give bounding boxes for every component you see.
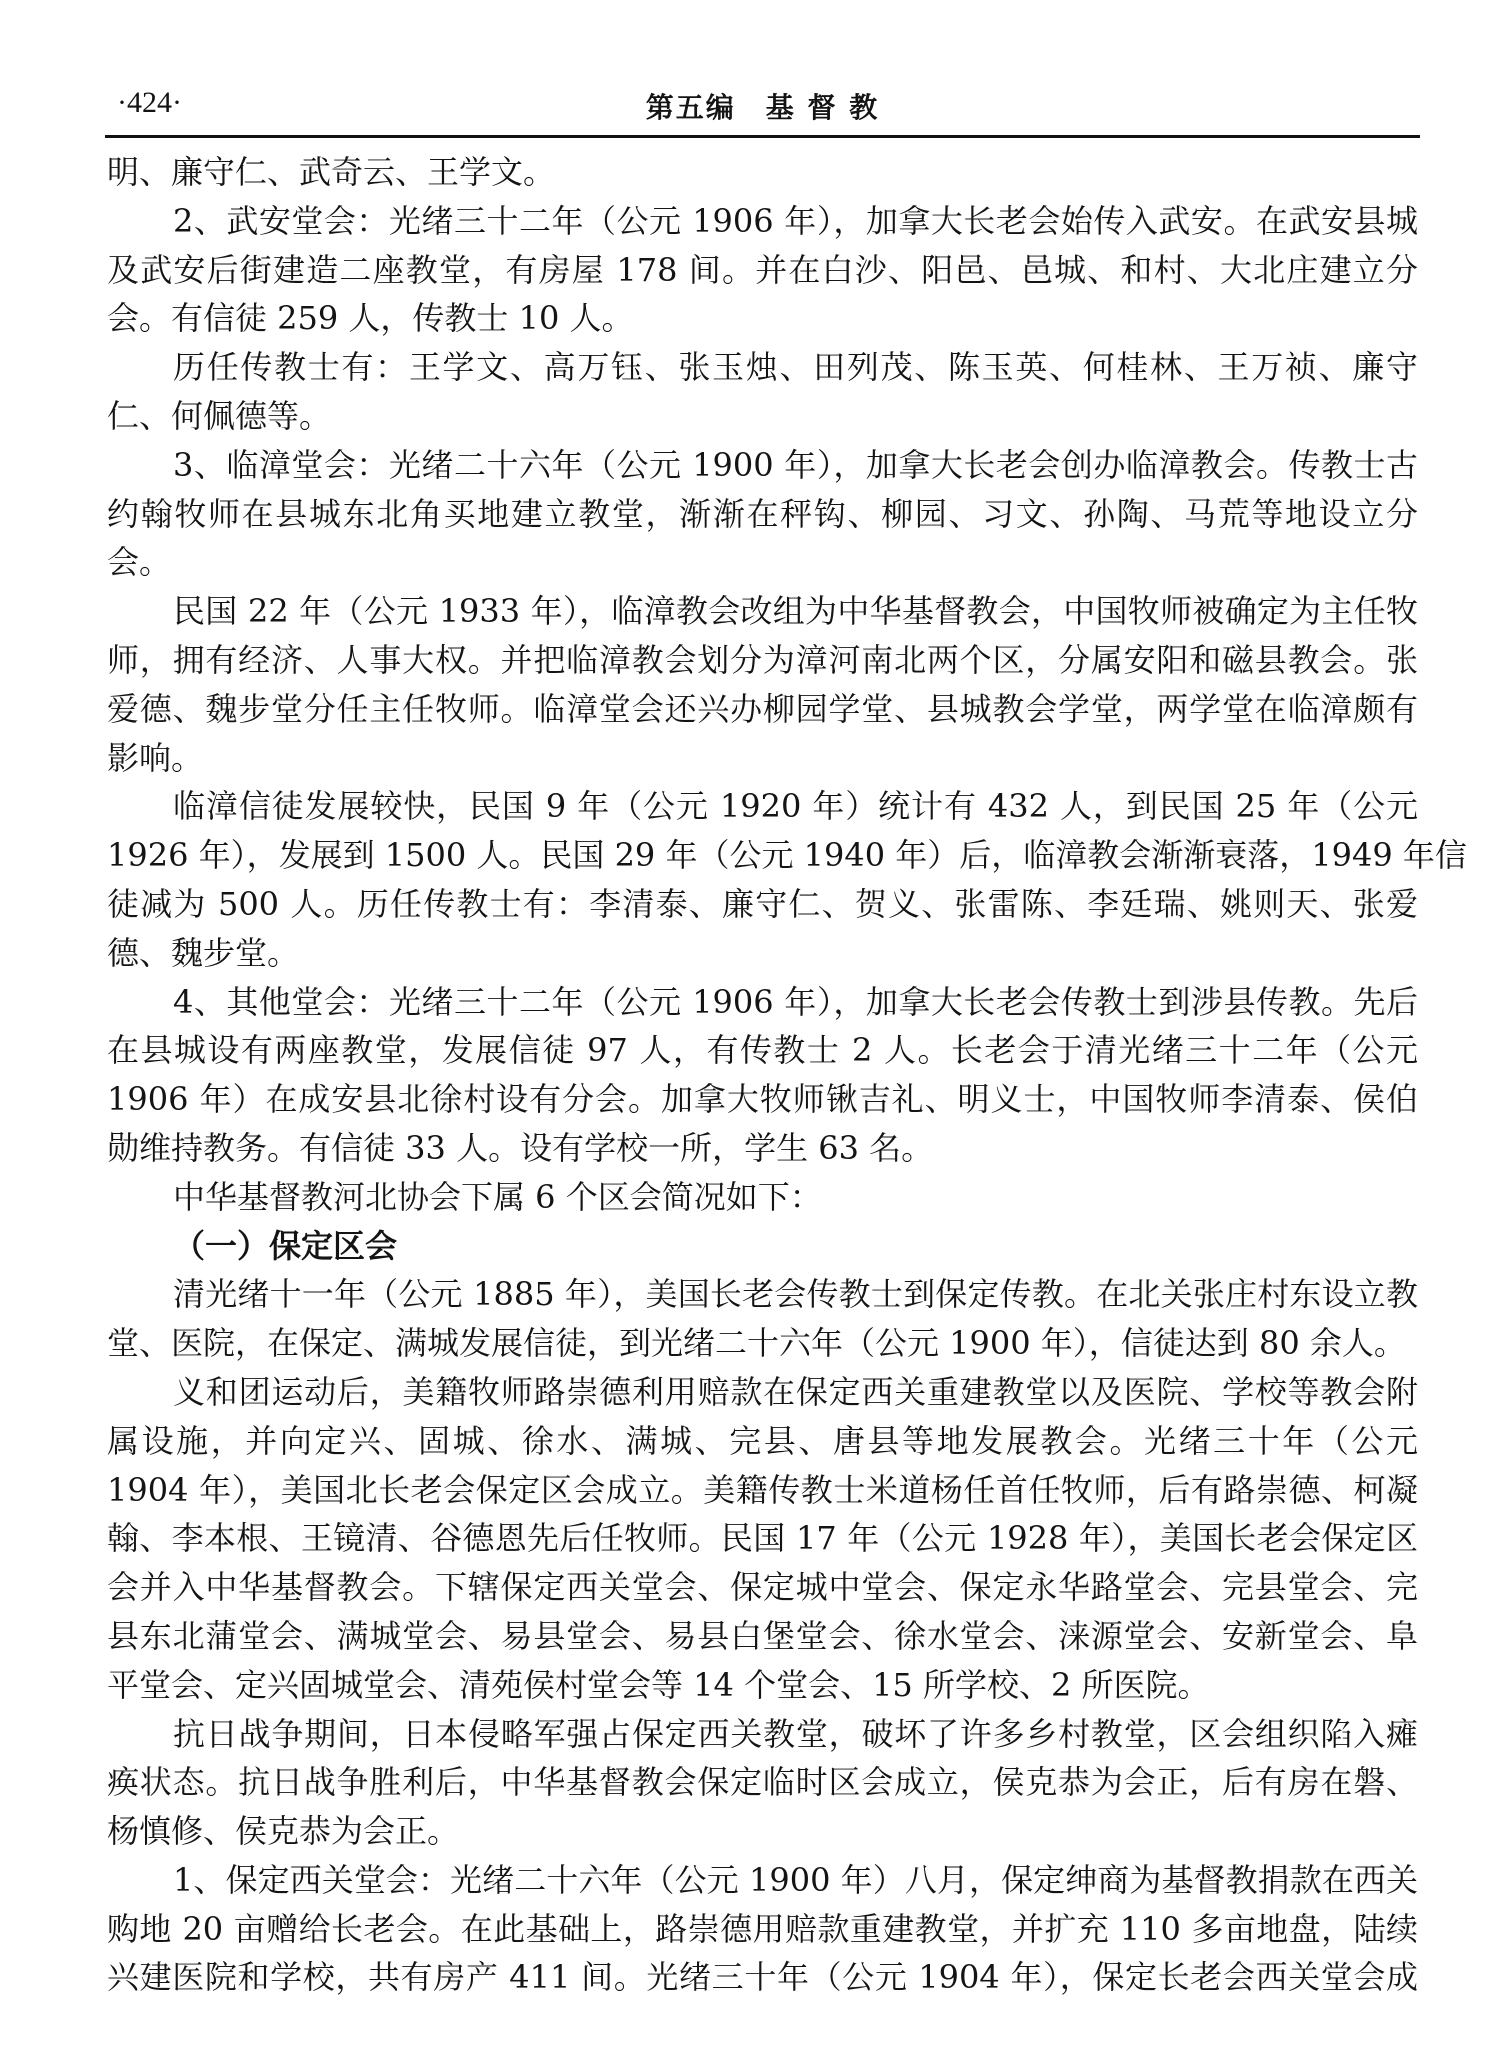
text-line: 及武安后街建造二座教堂，有房屋 178 间。并在白沙、阳邑、邑城、和村、大北庄建立分 — [107, 250, 1418, 289]
body-text — [107, 148, 1467, 2002]
text-line: 4、其他堂会：光绪三十二年（公元 1906 年），加拿大长老会传教士到涉县传教。先后 — [173, 982, 1418, 1021]
text-line: 德、魏步堂。 — [107, 933, 300, 972]
text-line: 县东北蒲堂会、满城堂会、易县堂会、易县白堡堂会、徐水堂会、涞源堂会、安新堂会、阜 — [107, 1616, 1418, 1655]
page-number: ·424· — [117, 86, 182, 119]
text-line: 翰、李本根、王镜清、谷德恩先后任牧师。民国 17 年（公元 1928 年），美国长老会保定区 — [107, 1519, 1418, 1558]
text-line: 属设施，并向定兴、固城、徐水、满城、完县、唐县等地发展教会。光绪三十年（公元 — [107, 1421, 1418, 1460]
paragraph — [107, 1368, 1418, 1710]
text-line: 3、临漳堂会：光绪二十六年（公元 1900 年），加拿大长老会创办临漳教会。传教士古 — [173, 445, 1418, 484]
paragraph — [107, 1856, 1418, 2002]
text-line: 义和团运动后，美籍牧师路崇德利用赔款在保定西关重建教堂以及医院、学校等教会附 — [173, 1372, 1418, 1411]
text-line: 1、保定西关堂会：光绪二十六年（公元 1900 年）八月，保定绅商为基督教捐款在西关 — [173, 1860, 1418, 1899]
text-line: 购地 20 亩赠给长老会。在此基础上，路崇德用赔款重建教堂，并扩充 110 多亩地盘，陆续 — [107, 1909, 1418, 1948]
text-line: 2、武安堂会：光绪三十二年（公元 1906 年），加拿大长老会始传入武安。在武安县城 — [173, 201, 1418, 240]
text-line: 徒减为 500 人。历任传教士有：李清泰、廉守仁、贺义、张雷陈、李廷瑞、姚则天、张爱 — [107, 884, 1418, 923]
text-line: 爱德、魏步堂分任主任牧师。临漳堂会还兴办柳园学堂、县城教会学堂，两学堂在临漳颇有 — [107, 689, 1418, 728]
text-line: 民国 22 年（公元 1933 年），临漳教会改组为中华基督教会，中国牧师被确定为主任牧 — [173, 592, 1418, 631]
text-line: 平堂会、定兴固城堂会、清苑侯村堂会等 14 个堂会、15 所学校、2 所医院。 — [107, 1665, 1210, 1704]
paragraph — [107, 978, 1418, 1173]
text-line: 历任传教士有：王学文、高万钰、张玉烛、田列茂、陈玉英、何桂林、王万祯、廉守 — [173, 348, 1418, 387]
running-title: 第五编 基 督 教 — [645, 91, 880, 124]
text-line: 明、廉守仁、武奇云、王学文。 — [107, 153, 556, 191]
text-line: （一）保定区会 — [173, 1226, 398, 1265]
paragraph — [107, 197, 1418, 343]
text-line: 在县城设有两座教堂，发展信徒 97 人，有传教士 2 人。长老会于清光绪三十二年（公元 — [107, 1031, 1418, 1070]
text-line: 师，拥有经济、人事大权。并把临漳教会划分为漳河南北两个区，分属安阳和磁县教会。张 — [107, 640, 1418, 679]
text-line: 1904 年），美国北长老会保定区会成立。美籍传教士米道杨任首任牧师，后有路崇德、柯凝 — [107, 1470, 1418, 1509]
section-heading — [107, 1222, 1418, 1271]
text-line: 仁、何佩德等。 — [107, 396, 332, 435]
paragraph — [107, 441, 1418, 587]
paragraph — [107, 1710, 1418, 1856]
text-line: 会。有信徒 259 人，传教士 10 人。 — [107, 299, 634, 338]
paragraph — [107, 587, 1418, 782]
text-line: 会。 — [107, 543, 172, 582]
text-line: 影响。 — [107, 738, 204, 777]
text-line: 兴建医院和学校，共有房产 411 间。光绪三十年（公元 1904 年），保定长老会西关堂会成 — [107, 1958, 1418, 1997]
text-line: 临漳信徒发展较快，民国 9 年（公元 1920 年）统计有 432 人，到民国 25 年（公元 — [173, 787, 1418, 826]
paragraph — [107, 1270, 1418, 1368]
paragraph — [107, 782, 1467, 977]
text-line: 抗日战争期间，日本侵略军强占保定西关教堂，破坏了许多乡村教堂，区会组织陷入瘫 — [173, 1714, 1418, 1753]
text-line: 1906 年）在成安县北徐村设有分会。加拿大牧师锹吉礼、明义士，中国牧师李清泰、侯伯 — [107, 1080, 1418, 1119]
paragraph — [107, 148, 1418, 197]
text-line: 杨慎修、侯克恭为会正。 — [107, 1812, 460, 1851]
text-line: 约翰牧师在县城东北角买地建立教堂，渐渐在秤钩、柳园、习文、孙陶、马荒等地设立分 — [107, 494, 1418, 533]
page-header — [105, 80, 1420, 132]
header-rule — [105, 135, 1420, 138]
text-line: 堂、医院，在保定、满城发展信徒，到光绪二十六年（公元 1900 年），信徒达到 80 余人。 — [107, 1324, 1406, 1363]
text-line: 会并入中华基督教会。下辖保定西关堂会、保定城中堂会、保定永华路堂会、完县堂会、完 — [107, 1568, 1418, 1607]
paragraph — [107, 343, 1418, 441]
text-line: 清光绪十一年（公元 1885 年），美国长老会传教士到保定传教。在北关张庄村东设立教 — [173, 1275, 1418, 1314]
text-line: 1926 年），发展到 1500 人。民国 29 年（公元 1940 年）后，临漳教会渐渐衰落，1949 年信 — [107, 836, 1467, 875]
text-line: 痪状态。抗日战争胜利后，中华基督教会保定临时区会成立，侯克恭为会正，后有房在磐、 — [107, 1763, 1418, 1802]
text-line: 勋维持教务。有信徒 33 人。设有学校一所，学生 63 名。 — [107, 1128, 934, 1167]
text-line: 中华基督教河北协会下属 6 个区会简况如下： — [173, 1177, 822, 1216]
paragraph — [107, 1173, 1418, 1222]
